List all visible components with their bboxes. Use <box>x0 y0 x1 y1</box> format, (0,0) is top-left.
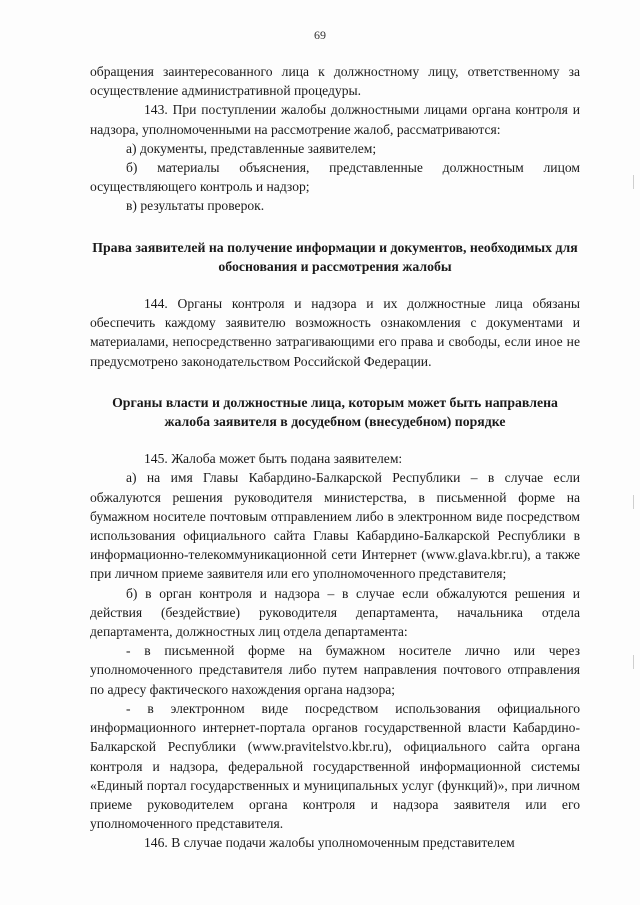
paragraph-143: 143. При поступлении жалобы должностными лицами органа контроля и надзора, уполномоченными на рассмотрение жалоб, рассматриваются: <box>90 102 580 137</box>
scan-edge-mark <box>633 655 634 669</box>
list-item-145-b: б) в орган контроля и надзора – в случае если обжалуются решения и действия (бездействие) руководителя департамента, начальника отдела департамента, должностных лиц отдела департамента: <box>90 585 580 640</box>
list-item-145-a: а) на имя Главы Кабардино-Балкарской Республики – в случае если обжалуются решения руководителя министерства, в письменной форме на бумажном носителе почтовым отправлением либо в электронном виде посредством использования официального сайта Главы Кабардино-Балкарской Республики в информационно-телекоммуникационной сети Интернет (www.glava.kbr.ru), а также при личном приеме заявителя или его уполномоченного представителя; <box>90 470 580 582</box>
scan-edge-mark <box>633 495 634 509</box>
spacer <box>90 431 580 449</box>
spacer <box>90 371 580 393</box>
spacer <box>90 216 580 238</box>
list-item-c: в) результаты проверок. <box>126 198 265 214</box>
document-body <box>90 62 580 853</box>
paragraph-144: 144. Органы контроля и надзора и их должностные лица обязаны обеспечить каждому заявителю возможность ознакомления с документами и материалами, непосредственно затрагивающими его права и свободы, если иное не предусмотрено законодательством Российской Федерации. <box>90 296 580 369</box>
paragraph-145: 145. Жалоба может быть подана заявителем: <box>144 451 403 467</box>
section-heading-authorities: Органы власти и должностные лица, которым может быть направлена жалоба заявителя в досудебном (внесудебном) порядке <box>112 394 558 430</box>
paragraph-continuation: обращения заинтересованного лица к должностному лицу, ответственному за осуществление административной процедуры. <box>90 64 580 99</box>
list-item-dash-electronic: - в электронном виде посредством использования официального информационного интернет-портала органов государственной власти Кабардино-Балкарской Республики (www.pravitelstvo.kbr.ru), официального сайта органа контроля и надзора, федеральной государственной информационной системы «Единый портал государственных и муниципальных услуг (функций)», при личном приеме руководителем органа контроля и надзора заявителя или его уполномоченного представителя. <box>90 700 580 832</box>
spacer <box>90 276 580 294</box>
list-item-b: б) материалы объяснения, представленные должностным лицом осуществляющего контроль и надзор; <box>90 160 580 195</box>
scan-edge-mark <box>633 175 634 189</box>
list-item-a: а) документы, представленные заявителем; <box>126 140 377 156</box>
page-number: 69 <box>314 28 326 42</box>
paragraph-146: 146. В случае подачи жалобы уполномоченным представителем <box>144 835 515 851</box>
section-heading-rights: Права заявителей на получение информации и документов, необходимых для обоснования и рассмотрения жалобы <box>92 239 578 274</box>
list-item-dash-paper: - в письменной форме на бумажном носителе лично или через уполномоченного представителя либо путем направления почтового отправления по адресу фактического нахождения органа надзора; <box>90 643 580 697</box>
